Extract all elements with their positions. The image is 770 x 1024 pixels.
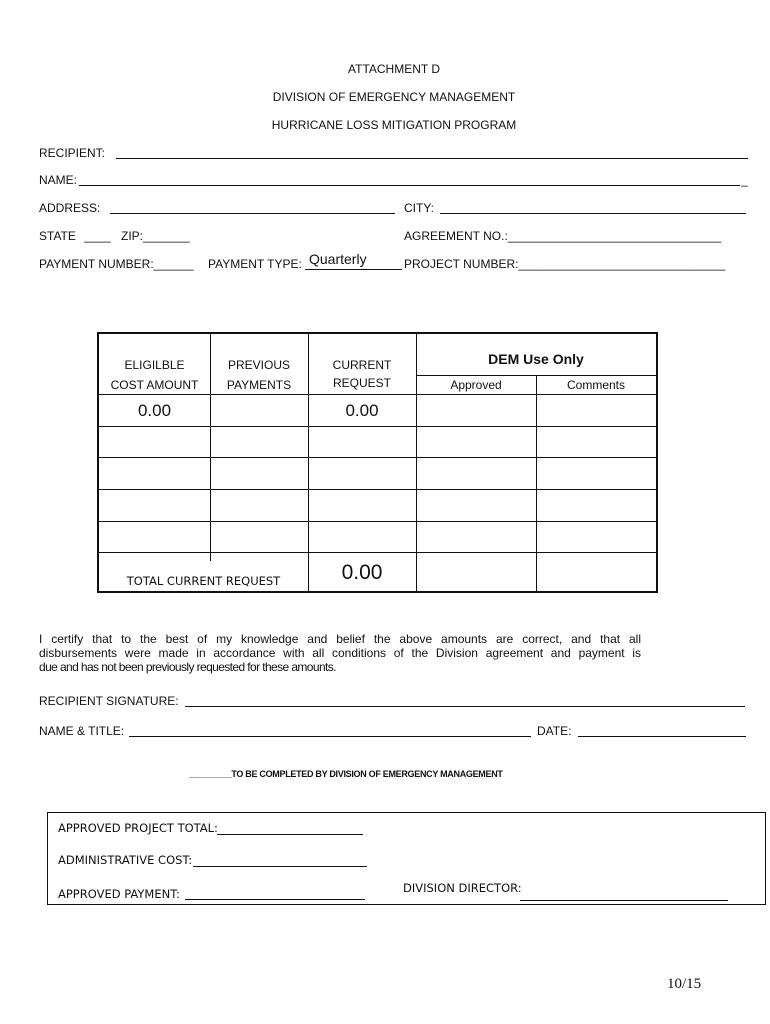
attachment-title: ATTACHMENT D — [348, 62, 440, 76]
administrative-cost-field[interactable] — [193, 866, 367, 867]
approved-project-total-field[interactable] — [217, 834, 363, 835]
payment-table — [97, 332, 658, 593]
dem-section-heading-text: TO BE COMPLETED BY DIVISION OF EMERGENCY MANAGEMENT — [231, 769, 503, 779]
row-divider — [99, 394, 656, 395]
col-previous-header-2: PAYMENTS — [226, 378, 292, 392]
row-divider — [99, 521, 656, 522]
current-request-value[interactable]: 0.00 — [345, 401, 379, 420]
city-label: CITY: — [404, 201, 435, 215]
dem-use-only-header: DEM Use Only — [488, 351, 584, 367]
col-current-header-1: CURRENT — [332, 358, 392, 372]
col-divider — [536, 375, 537, 591]
dem-section-heading — [189, 769, 503, 779]
date-field[interactable] — [578, 736, 746, 737]
project-number-field[interactable]: PROJECT NUMBER:_______________________________ — [404, 257, 726, 271]
payment-type-label: PAYMENT TYPE: — [208, 257, 302, 271]
date-label: DATE: — [537, 724, 572, 738]
dem-header-divider — [416, 375, 656, 376]
recipient-signature-label: RECIPIENT SIGNATURE: — [39, 694, 179, 708]
division-director-field[interactable] — [520, 900, 728, 901]
state-label: STATE — [39, 229, 76, 243]
dem-section-blank: _________ — [189, 769, 232, 779]
row-divider — [99, 457, 656, 458]
col-eligible-header-2: COST AMOUNT — [110, 378, 199, 392]
certification-line-1: I certify that to the best of my knowledge and belief the above amounts are correct, and that all — [39, 632, 641, 646]
certification-text — [39, 632, 641, 674]
approved-payment-field[interactable] — [185, 899, 365, 900]
city-field[interactable] — [440, 213, 746, 214]
payment-number-field[interactable]: PAYMENT NUMBER:______ — [39, 257, 194, 271]
payment-type-underline — [305, 269, 402, 270]
total-current-request-label: TOTAL CURRENT REQUEST — [126, 574, 281, 588]
row-divider — [99, 552, 656, 553]
administrative-cost-label: ADMINISTRATIVE COST: — [58, 853, 193, 867]
total-current-request-value[interactable]: 0.00 — [341, 561, 383, 584]
col-previous-header-1: PREVIOUS — [227, 358, 290, 372]
certification-line-3: due and has not been previously requested for these amounts. — [39, 660, 336, 674]
address-field[interactable] — [110, 213, 395, 214]
zip-field[interactable]: ZIP:_______ — [121, 229, 190, 243]
address-label: ADDRESS: — [39, 201, 101, 215]
recipient-signature-field[interactable] — [185, 706, 745, 707]
name-label: NAME: — [39, 173, 78, 187]
eligible-amount-value[interactable]: 0.00 — [137, 401, 172, 420]
program-title: HURRICANE LOSS MITIGATION PROGRAM — [271, 118, 517, 132]
row-divider — [99, 489, 656, 490]
approved-project-total-label: APPROVED PROJECT TOTAL: — [58, 821, 218, 835]
recipient-label: RECIPIENT: — [39, 146, 106, 160]
recipient-field[interactable] — [116, 158, 748, 159]
division-director-label: DIVISION DIRECTOR: — [403, 881, 522, 895]
name-field[interactable] — [79, 185, 740, 186]
col-eligible-header-1: ELIGILBLE — [124, 358, 185, 372]
state-field[interactable]: ____ — [84, 229, 111, 243]
name-title-label: NAME & TITLE: — [39, 724, 125, 738]
name-title-field[interactable] — [129, 736, 531, 737]
certification-line-2: disbursements were made in accordance with all conditions of the Division agreement and payment is — [39, 646, 641, 660]
name-trailing: _ — [741, 173, 748, 187]
col-current-header-2: REQUEST — [332, 376, 391, 390]
page-number: 10/15 — [667, 976, 702, 992]
comments-header: Comments — [566, 378, 625, 392]
division-title: DIVISION OF EMERGENCY MANAGEMENT — [272, 90, 516, 104]
row-divider — [99, 426, 656, 427]
approved-payment-label: APPROVED PAYMENT: — [58, 887, 180, 901]
approved-header: Approved — [450, 378, 502, 392]
agreement-number-field[interactable]: AGREEMENT NO.:________________________________ — [404, 229, 722, 243]
payment-type-value[interactable]: Quarterly — [309, 251, 367, 267]
dem-completion-box — [47, 812, 766, 905]
